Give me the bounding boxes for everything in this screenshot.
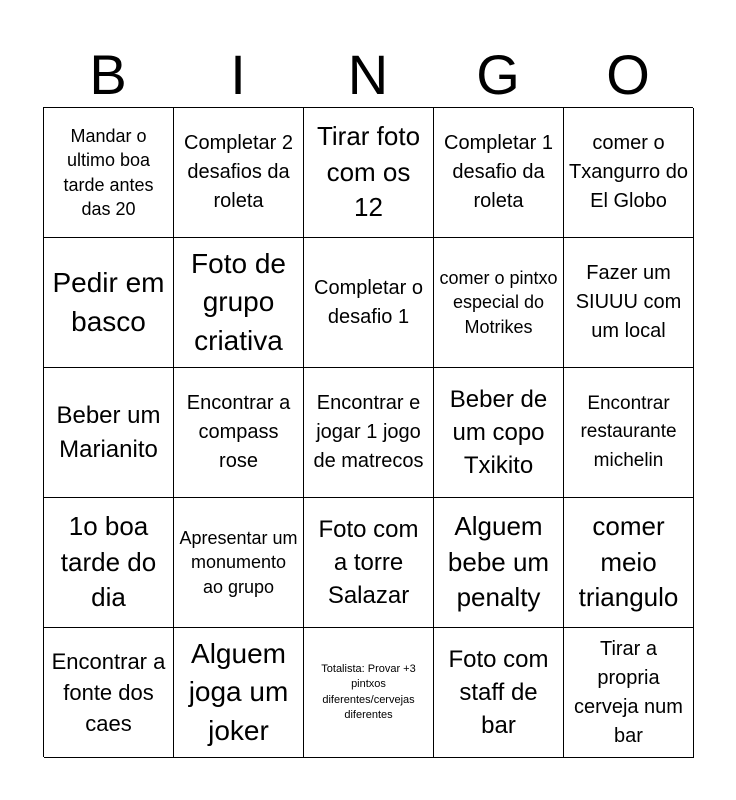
bingo-cell[interactable]: Apresentar um monumento ao grupo <box>174 498 304 628</box>
bingo-cell[interactable]: Foto de grupo criativa <box>174 238 304 368</box>
bingo-cell[interactable]: Encontrar e jogar 1 jogo de matrecos <box>304 368 434 498</box>
bingo-cell[interactable]: Completar 2 desafios da roleta <box>174 108 304 238</box>
bingo-cell[interactable]: comer o pintxo especial do Motrikes <box>434 238 564 368</box>
bingo-cell[interactable]: Encontrar a fonte dos caes <box>44 628 174 758</box>
bingo-cell[interactable]: Totalista: Provar +3 pintxos diferentes/cervejas diferentes <box>304 628 434 758</box>
bingo-cell[interactable]: Alguem bebe um penalty <box>434 498 564 628</box>
bingo-cell[interactable]: Encontrar restaurante michelin <box>564 368 694 498</box>
bingo-cell[interactable]: Tirar foto com os 12 <box>304 108 434 238</box>
bingo-cell[interactable]: Alguem joga um joker <box>174 628 304 758</box>
bingo-grid <box>43 107 693 757</box>
bingo-cell[interactable]: Beber um Marianito <box>44 368 174 498</box>
header-letter-i: I <box>230 43 246 106</box>
bingo-cell[interactable]: 1o boa tarde do dia <box>44 498 174 628</box>
bingo-cell[interactable]: Encontrar a compass rose <box>174 368 304 498</box>
header-letter-b: B <box>89 43 127 106</box>
bingo-cell[interactable]: Tirar a propria cerveja num bar <box>564 628 694 758</box>
bingo-cell[interactable]: Foto com staff de bar <box>434 628 564 758</box>
bingo-cell[interactable]: comer o Txangurro do El Globo <box>564 108 694 238</box>
bingo-cell[interactable]: Foto com a torre Salazar <box>304 498 434 628</box>
header-letter-g: G <box>476 43 520 106</box>
bingo-cell[interactable]: Fazer um SIUUU com um local <box>564 238 694 368</box>
bingo-cell[interactable]: Beber de um copo Txikito <box>434 368 564 498</box>
bingo-cell[interactable]: Pedir em basco <box>44 238 174 368</box>
header-letter-n: N <box>347 43 389 106</box>
bingo-cell[interactable]: Completar 1 desafio da roleta <box>434 108 564 238</box>
bingo-cell[interactable]: comer meio triangulo <box>564 498 694 628</box>
bingo-cell[interactable]: Completar o desafio 1 <box>304 238 434 368</box>
bingo-cell[interactable]: Mandar o ultimo boa tarde antes das 20 <box>44 108 174 238</box>
header-letter-o: O <box>606 43 650 106</box>
bingo-header <box>43 42 693 108</box>
